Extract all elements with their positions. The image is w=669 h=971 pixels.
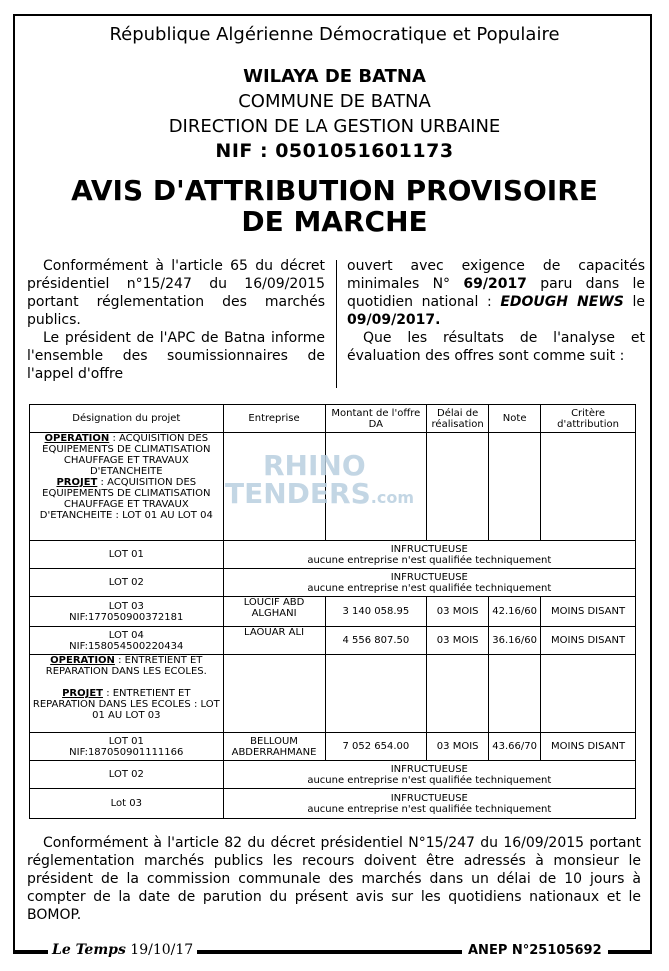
rhino-tenders-watermark: RHINO TENDERS.com xyxy=(225,449,414,510)
delay-value: 03 MOIS xyxy=(427,597,489,627)
lot-label: LOT 02 xyxy=(30,569,224,597)
table-row xyxy=(30,627,636,655)
intro-paragraph-3: ouvert avec exigence de capacités minimales N° 69/2017 paru dans le quotidien national : EDOUGH NEWS le 09/09/2017. xyxy=(347,258,646,328)
table-row xyxy=(30,541,636,569)
table-header-row xyxy=(30,405,636,433)
lot-label: LOT 01 NIF:187050901111166 xyxy=(30,733,224,761)
lot-label: LOT 03 NIF:177050900372181 xyxy=(30,597,224,627)
direction-heading: DIRECTION DE LA GESTION URBAINE xyxy=(168,116,501,137)
table-row xyxy=(30,569,636,597)
lot-label: LOT 02 xyxy=(30,761,224,789)
header-criterion: Critère d'attribution xyxy=(541,405,636,433)
newspaper-footer xyxy=(48,942,197,958)
nif-heading: NIF : 0501051601173 xyxy=(215,140,454,162)
criterion-value: MOINS DISANT xyxy=(541,733,636,761)
intro-left-column xyxy=(27,257,325,383)
operation-1-description: OPERATION : ACQUISITION DES EQUIPEMENTS DE CLIMATISATION CHAUFFAGE ET TRAVAUX D'ETANCHEITE PROJET : ACQUISITION DES EQUIPEMENTS DE CLIMATISATION CHAUFFAGE ET TRAVAUX D'ETANCHEITE : LOT 01 AU LOT 04 xyxy=(30,433,224,541)
lot-status: INFRUCTUEUSE aucune entreprise n'est qualifiée techniquement xyxy=(223,761,635,789)
criterion-value: MOINS DISANT xyxy=(541,597,636,627)
lot-status: INFRUCTUEUSE aucune entreprise n'est qualifiée techniquement xyxy=(223,789,635,819)
title-line-2: DE MARCHE xyxy=(241,205,428,238)
table-row xyxy=(30,597,636,627)
intro-paragraph-4: Que les résultats de l'analyse et évaluation des offres sont comme suit : xyxy=(347,330,645,364)
header-project: Désignation du projet xyxy=(30,405,224,433)
note-value: 36.16/60 xyxy=(489,627,541,655)
newspaper-name: EDOUGH NEWS xyxy=(500,294,624,310)
delay-value: 03 MOIS xyxy=(427,627,489,655)
company-name: BELLOUM ABDERRAHMANE xyxy=(223,733,325,761)
republic-heading: République Algérienne Démocratique et Populaire xyxy=(109,24,560,45)
commune-heading: COMMUNE DE BATNA xyxy=(238,91,431,112)
anep-reference: ANEP N°25105692 xyxy=(462,943,608,958)
criterion-value: MOINS DISANT xyxy=(541,627,636,655)
notice-title xyxy=(0,175,669,237)
lot-label: LOT 01 xyxy=(30,541,224,569)
intro-paragraph-1: Conformément à l'article 65 du décret présidentiel n°15/247 du 16/09/2015 portant réglementation des marchés publics. xyxy=(27,258,325,328)
header-note: Note xyxy=(489,405,541,433)
header-amount: Montant de l'offre DA xyxy=(325,405,427,433)
publication-date: 19/10/17 xyxy=(130,942,194,958)
lot-label: LOT 04 NIF:158054500220434 xyxy=(30,627,224,655)
lot-status: INFRUCTUEUSE aucune entreprise n'est qualifiée techniquement xyxy=(223,569,635,597)
table-row xyxy=(30,789,636,819)
offer-amount: 3 140 058.95 xyxy=(325,597,427,627)
lot-status: INFRUCTUEUSE aucune entreprise n'est qualifiée techniquement xyxy=(223,541,635,569)
delay-value: 03 MOIS xyxy=(427,733,489,761)
intro-right-column xyxy=(347,257,645,365)
company-name: LAOUAR ALI xyxy=(223,627,325,655)
newspaper-logo: Le Temps xyxy=(52,942,126,958)
title-line-1: AVIS D'ATTRIBUTION PROVISOIRE xyxy=(71,174,598,207)
closing-paragraph: Conformément à l'article 82 du décret présidentiel N°15/247 du 16/09/2015 portant réglementation marchés publics les recours doivent être adressés à monsieur le président de la commission communale des marchés dans un délai de 10 jours à compter de la date de parution du présent avis sur les quotidiens nationaux et le BOMOP. xyxy=(27,835,641,923)
lot-label: Lot 03 xyxy=(30,789,224,819)
header-company: Entreprise xyxy=(223,405,325,433)
offer-amount: 4 556 807.50 xyxy=(325,627,427,655)
operation-2-description: OPERATION : ENTRETIENT ET REPARATION DANS LES ECOLES. PROJET : ENTRETIENT ET REPARATION DANS LES ECOLES : LOT 01 AU LOT 03 xyxy=(30,655,224,733)
note-value: 43.66/70 xyxy=(489,733,541,761)
company-name: LOUCIF ABD ALGHANI xyxy=(223,597,325,627)
column-divider xyxy=(336,260,337,388)
intro-paragraph-2: Le président de l'APC de Batna informe l'ensemble des soumissionnaires de l'appel d'offre xyxy=(27,330,325,382)
table-row xyxy=(30,733,636,761)
operation-2-row xyxy=(30,655,636,733)
wilaya-heading: WILAYA DE BATNA xyxy=(243,66,426,87)
note-value: 42.16/60 xyxy=(489,597,541,627)
header-delay: Délai de réalisation xyxy=(427,405,489,433)
offer-amount: 7 052 654.00 xyxy=(325,733,427,761)
table-row xyxy=(30,761,636,789)
